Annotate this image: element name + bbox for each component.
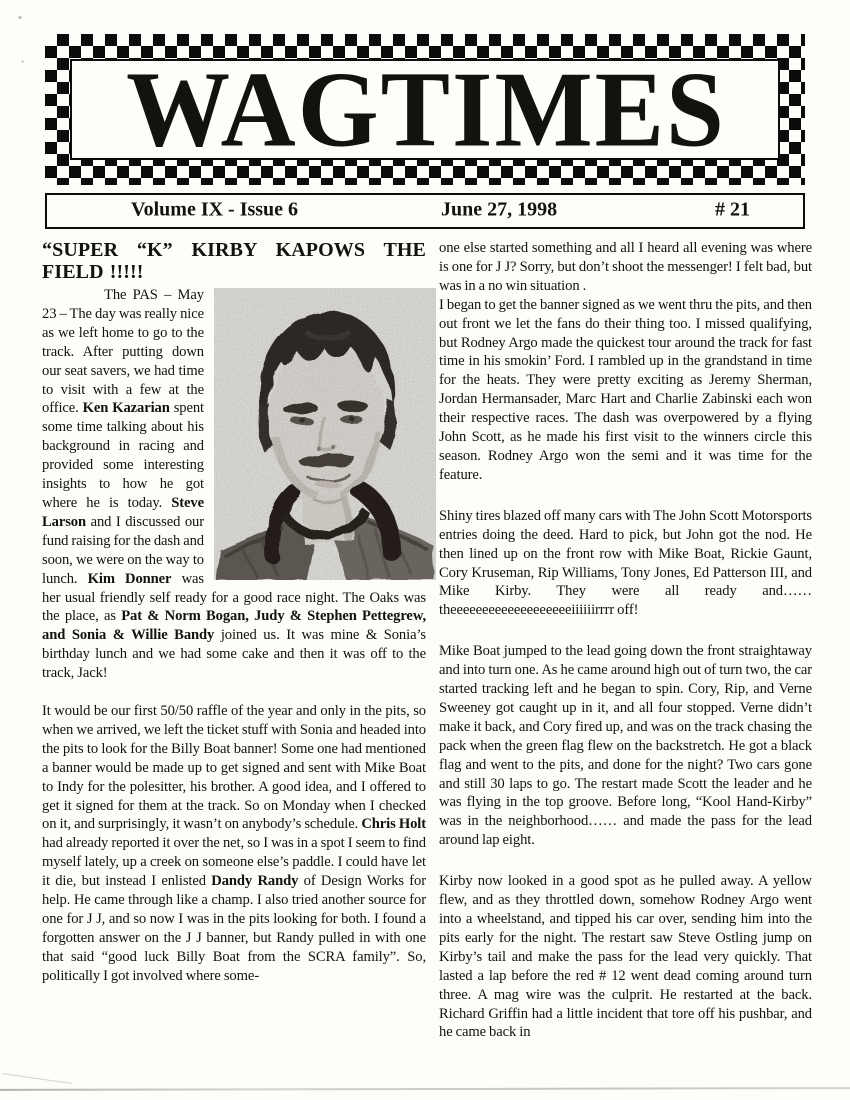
left-paragraph-1 [42,286,426,683]
left-column [42,240,426,986]
right-column [439,239,812,1042]
scan-edge-line [0,1087,850,1091]
left-paragraph-2 [42,702,426,986]
paragraph-text: one else started something and all I heard all evening was where is one for J J? Sorry, but don’t shoot the messenger! I felt bad, but was in a no win situation . I began to get the banner signed as we went thru the pits, and then out front we let the fans do their thing too. I missed qualifying, but Rodney Argo made the quickest tour around the track for fast time in his smokin’ Ford. I rambled up in the grandstand in time for the heats. They were pretty exciting as Jeremy Sherman, Jordan Hermansader, Marc Hart and Charlie Zabinski each won their respective races. The dash was overpowered by a flying John Scott, as he made his first visit to the winners circle this season. Rodney Argo won the semi and it was time for the feature. [439,240,812,483]
scan-speck [21,60,24,63]
masthead-inner-box [70,49,780,169]
paragraph-text: Mike Boat jumped to the lead going down the front straightaway and into turn one. As he came around high out of turn two, the car started tracking left and he began to spin. Cory, Rip, and Verne Sweeney got caught up in it, and all four stopped. Verne didn’t make it back, and Cory fired up, and was on the track chasing the pack when the green flag flew on the backstretch. He got a black flag and went to the pits, and done for the night? Two cars gone and still 30 laps to go. The restart made Scott the leader and he was flying in the top groove. Before long, “Kool Hand-Kirby” was in the neighborhood…… and made the pass for the lead around lap eight. [439,643,812,849]
right-paragraph-1 [439,239,812,485]
issue-date: June 27, 1998 [441,198,558,221]
masthead-checkered-border [45,34,805,185]
article-headline: “SUPER “K” KIRBY KAPOWS THE FIELD !!!!! [42,239,426,283]
issue-info-bar [45,193,805,229]
right-paragraph-4 [439,872,812,1042]
right-paragraph-3 [439,642,812,850]
paragraph-text: Kirby now looked in a good spot as he pulled away. A yellow flew, and as they throttled down, somehow Rodney Argo went into a wheelstand, and tipped his car over, sending him into the pits early for the night. The restart saw Steve Ostling jump on Kirby’s tail and make the pass for the lead very quickly. That lasted a lap before the red # 12 went dead coming around turn three. A mag wire was the culprit. He restarted at the back. Richard Griffin had a little incident that tore off his pushbar, and he came back in [439,873,812,1041]
scan-artifact-line [2,1073,71,1084]
right-paragraph-2 [439,507,812,620]
paragraph-text: The PAS – May 23 – The day was really nice as we left home to go to the track. After putting down our seat savers, we had time to visit with a few at the office. Ken Kazarian spent some time talking about his background in racing and provided some interesting insights to how he got where he is today. Steve Larson and I discussed our fund raising for the dash and soon, we were on the way to lunch. Kim Donner was her usual friendly self ready for a good race night. The Oaks was the place, as Pat & Norm Bogan, Judy & Stephen Pettegrew, and Sonia & Willie Bandy joined us. It was mine & Sonia’s birthday lunch and we had some cake and then it was off to the track, Jack! [42,287,426,682]
issue-number: # 21 [715,198,750,221]
portrait-photo [214,288,436,580]
portrait-photo-drawing [214,288,436,580]
newsletter-title: WAGTIMES [126,49,726,169]
paragraph-text: It would be our first 50/50 raffle of the year and only in the pits, so when we arrived, we left the ticket stuff with Sonia and headed into the pits to look for the Billy Boat banner! Some one had mentioned a banner would be made up to get signed and sent with Mike Boat to Indy for the polesitter, his brother. A good idea, and I offered to get it signed for them at the track. So on Monday when I checked on it, and surprisingly, it wasn’t on anybody’s schedule. Chris Holt had already reported it over the net, so I was in a spot I seem to find myself lately, up a creek on someone else’s paddle. I could have let it die, but instead I enlisted Dandy Randy of Design Works for help. He came through like a champ. I also tried another source for one for J J, and so now I was in the pits looking for both. I found a forgotten answer on the J J banner, but Randy pulled in with one that said “good luck Billy Boat from the SCRA family”. So, politically I got involved where some- [42,703,427,984]
scan-speck [18,16,22,19]
paragraph-text: Shiny tires blazed off many cars with The John Scott Motorsports entries doing the deed. Hard to pick, but John got the nod. He then lined up on the front row with Mike Boat, Rickie Gaunt, Cory Kruseman, Rip Williams, Tony Jones, Ed Patterson III, and Mike Kirby. They were all ready and…… theeeeeeeeeeeeeeeeeeeiiiiiirrrr off! [439,507,812,619]
volume-issue-label: Volume IX - Issue 6 [131,198,299,221]
